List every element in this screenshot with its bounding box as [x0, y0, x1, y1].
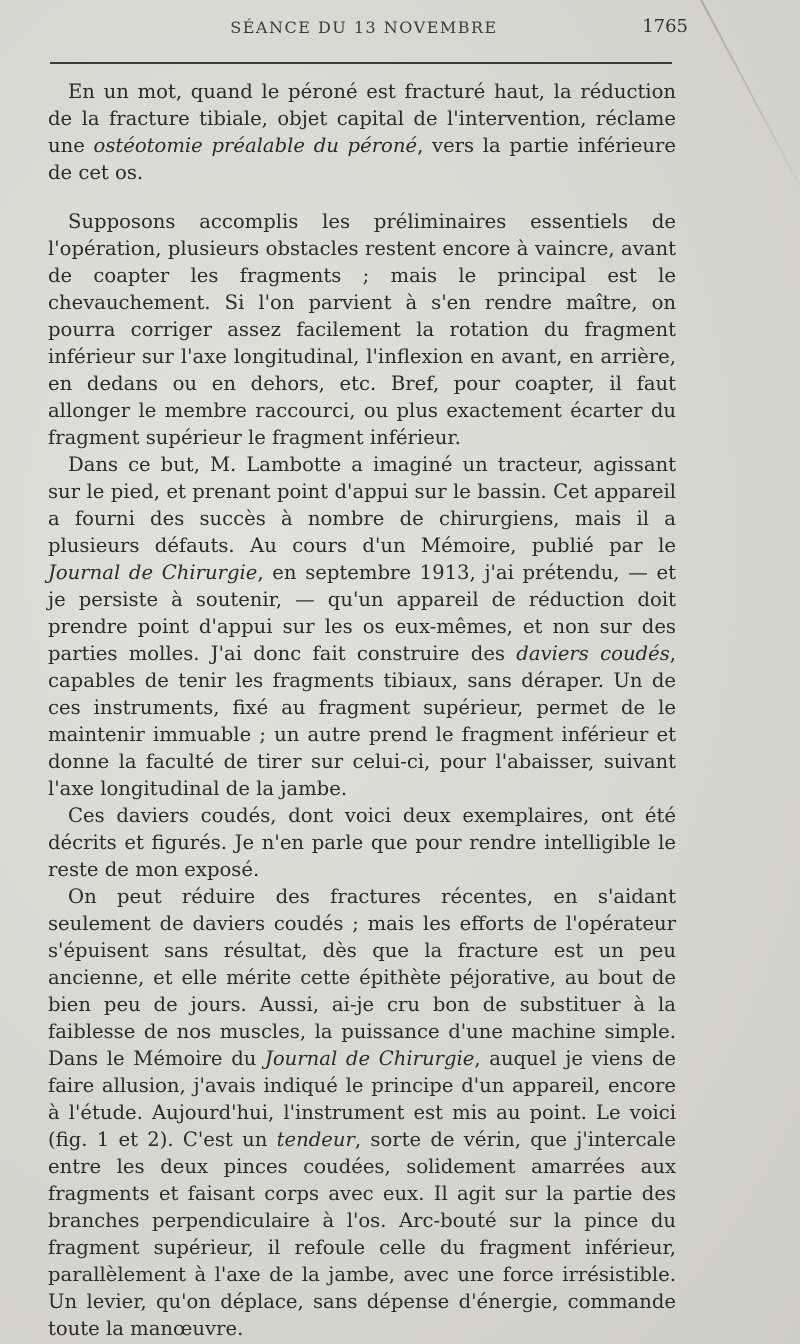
page-header: [48, 16, 688, 48]
page-number: 1765: [642, 16, 688, 37]
paragraph: [48, 78, 676, 186]
text-run: , auquel je viens de faire allusion, j'avais indiqué le principe d'un appareil, encore à l'étude. Aujourd'hui, l'instrument est mis au point. Le voici (fig. 1 et 2). C'est un: [48, 1047, 677, 1151]
text-run: Supposons accomplis les préliminaires essentiels de l'opération, plusieurs obstacles restent encore à vaincre, avant de coapter les fragments ; mais le principal est le chevauchement. Si l'on parvient à s'en rendre maître, on pourra corriger assez facilement la rotation du fragment inférieur sur l'axe longitudinal, l'inflexion en avant, en arrière, en dedans ou en dehors, etc. Bref, pour coapter, il faut allonger le membre raccourci, ou plus exactement écarter du fragment supérieur le fragment inférieur.: [48, 210, 676, 449]
text-run: , vers la partie inférieure de cet os.: [48, 134, 676, 184]
text-run: , sorte de vérin, que j'intercale entre les deux pinces coudées, solidement amarrées aux fragments et faisant corps avec eux. Il agit sur la partie des branches perpendiculaire à l'os. Arc-bouté sur la pince du fragment supérieur, il refoule celle du fragment inférieur, parallèlement à l'axe de la jambe, avec une force irrésistible. Un levier, qu'on déplace, sans dépense d'énergie, commande toute la manœuvre.: [48, 1128, 676, 1340]
text-run: On peut réduire des fractures récentes, en s'aidant seulement de daviers coudés ; mais les efforts de l'opérateur s'épuisent sans résultat, dès que la fracture est un peu ancienne, et elle mérite cette épithète péjorative, au bout de bien peu de jours. Aussi, ai-je cru bon de substituer à la faiblesse de nos muscles, la puissance d'une machine simple. Dans le Mémoire du: [48, 885, 676, 1070]
paragraph: [48, 451, 676, 802]
text-run: , capables de tenir les fragments tibiaux, sans déraper. Un de ces instruments, fixé au fragment supérieur, permet de le maintenir immuable ; un autre prend le fragment inférieur et donne la faculté de tirer sur celui-ci, pour l'abaisser, suivant l'axe longitudinal de la jambe.: [48, 642, 676, 800]
text-run: Dans ce but, M. Lambotte a imaginé un tracteur, agissant sur le pied, et prenant point d'appui sur le bassin. Cet appareil a fourni des succès à nombre de chirurgiens, mais il a plusieurs défauts. Au cours d'un Mémoire, publié par le: [48, 453, 676, 557]
italic-text-run: tendeur: [276, 1128, 355, 1151]
body-text: [48, 78, 676, 1342]
page-fold-mark: [700, 0, 800, 212]
header-rule: [50, 62, 672, 64]
text-run: En un mot, quand le péroné est fracturé haut, la réduction de la fracture tibiale, objet capital de l'intervention, réclame une: [48, 80, 676, 157]
italic-text-run: Journal de Chirurgie: [265, 1047, 475, 1070]
italic-text-run: Journal de Chirurgie: [48, 561, 258, 584]
text-run: Ces daviers coudés, dont voici deux exemplaires, ont été décrits et figurés. Je n'en parle que pour rendre intelligible le reste de mon exposé.: [48, 804, 676, 881]
italic-text-run: daviers coudés: [516, 642, 670, 665]
italic-text-run: ostéotomie préalable du péroné: [93, 134, 418, 157]
paragraph: [48, 208, 676, 451]
running-title: SÉANCE DU 13 NOVEMBRE: [230, 18, 498, 37]
paragraph: [48, 802, 676, 883]
paragraph: [48, 883, 676, 1342]
text-run: , en septembre 1913, j'ai prétendu, — et je persiste à soutenir, — qu'un appareil de réduction doit prendre point d'appui sur les os eux-mêmes, et non sur des parties molles. J'ai donc fait construire des: [48, 561, 676, 665]
